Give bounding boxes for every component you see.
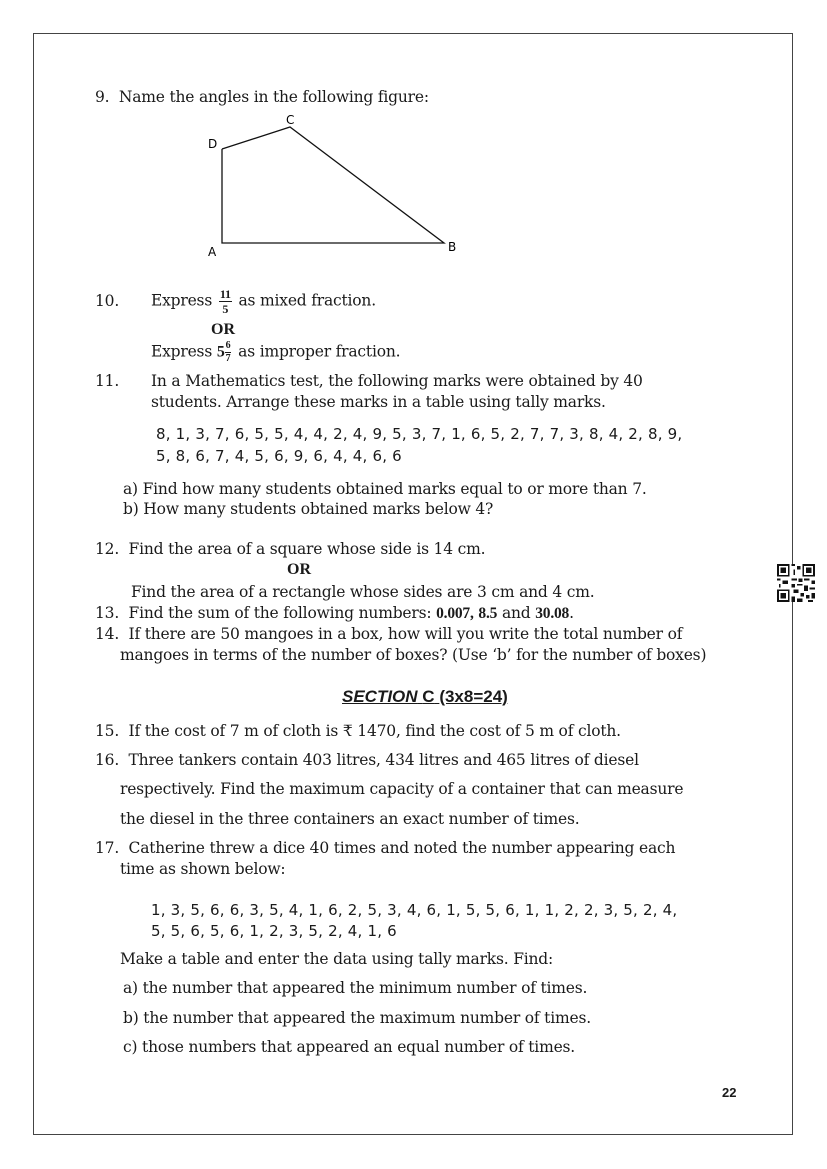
fraction-6-over-7: $\frac{6}{7}$	[225, 340, 231, 364]
dice-data-line2: 5, 5, 6, 5, 6, 1, 2, 3, 5, 2, 4, 1, 6	[151, 922, 397, 940]
question-9	[95, 88, 429, 106]
fraction-11-over-5: $\frac{11}{5}$	[219, 287, 231, 316]
question-12: 12. Find the area of a square whose side is 14 cm.	[95, 540, 486, 558]
question-16: 16. Three tankers contain 403 litres, 434 litres and 465 litres of diesel	[95, 751, 639, 769]
question-12-alt: Find the area of a rectangle whose sides are 3 cm and 4 cm.	[131, 583, 595, 601]
section-c-heading: SECTION C (3x8=24)	[342, 687, 508, 706]
question-number: 9.	[95, 88, 110, 106]
dice-data-line1: 1, 3, 5, 6, 6, 3, 5, 4, 1, 6, 2, 5, 3, 4, 6, 1, 5, 5, 6, 1, 1, 2, 2, 3, 5, 2, 4,	[151, 901, 678, 919]
quadrilateral-figure	[200, 110, 470, 260]
question-number: 10.	[95, 291, 120, 310]
question-14-line2: mangoes in terms of the number of boxes? (Use ‘b’ for the number of boxes)	[120, 646, 707, 664]
question-17b: b) the number that appeared the maximum number of times.	[123, 1009, 591, 1027]
marks-data-line1: 8, 1, 3, 7, 6, 5, 5, 4, 4, 2, 4, 9, 5, 3, 7, 1, 6, 5, 2, 7, 7, 3, 8, 4, 2, 8, 9,	[156, 425, 683, 443]
vertex-label-c: C	[286, 113, 295, 127]
qr-code-icon	[777, 563, 815, 603]
question-13: 13. Find the sum of the following numbers: 0.007, 8.5 and 30.08.	[95, 604, 574, 622]
question-11b: b) How many students obtained marks below 4?	[123, 500, 494, 518]
vertex-label-a: A	[208, 245, 217, 259]
question-number: 11.	[95, 372, 120, 390]
question-11: 11. In a Mathematics test, the following marks were obtained by 40	[95, 372, 643, 390]
question-15: 15. If the cost of 7 m of cloth is ₹ 1470, find the cost of 5 m of cloth.	[95, 722, 621, 740]
question-10: 10. Express $\frac{11}{5}$ as mixed fraction.	[95, 287, 376, 316]
question-10-alt: Express 5 $\frac{6}{7}$ as improper fraction.	[151, 340, 401, 364]
question-17c: c) those numbers that appeared an equal number of times.	[123, 1038, 576, 1056]
question-17-instruction: Make a table and enter the data using tally marks. Find:	[120, 950, 554, 968]
question-16-line2: respectively. Find the maximum capacity of a container that can measure	[120, 780, 684, 798]
or-label: OR	[211, 321, 235, 338]
question-16-line3: the diesel in the three containers an exact number of times.	[120, 810, 580, 828]
or-label: OR	[287, 561, 311, 578]
page-number: 22	[722, 1085, 737, 1100]
question-17a: a) the number that appeared the minimum number of times.	[123, 979, 588, 997]
marks-data-line2: 5, 8, 6, 7, 4, 5, 6, 9, 6, 4, 4, 6, 6	[156, 447, 402, 465]
question-text: Name the angles in the following figure:	[118, 88, 429, 106]
vertex-label-b: B	[448, 240, 457, 254]
question-14: 14. If there are 50 mangoes in a box, how will you write the total number of	[95, 625, 683, 643]
question-11-line2: students. Arrange these marks in a table using tally marks.	[151, 393, 606, 411]
question-17-line2: time as shown below:	[120, 860, 286, 878]
question-11a: a) Find how many students obtained marks equal to or more than 7.	[123, 480, 647, 498]
vertex-label-d: D	[208, 137, 218, 151]
question-17: 17. Catherine threw a dice 40 times and noted the number appearing each	[95, 839, 676, 857]
